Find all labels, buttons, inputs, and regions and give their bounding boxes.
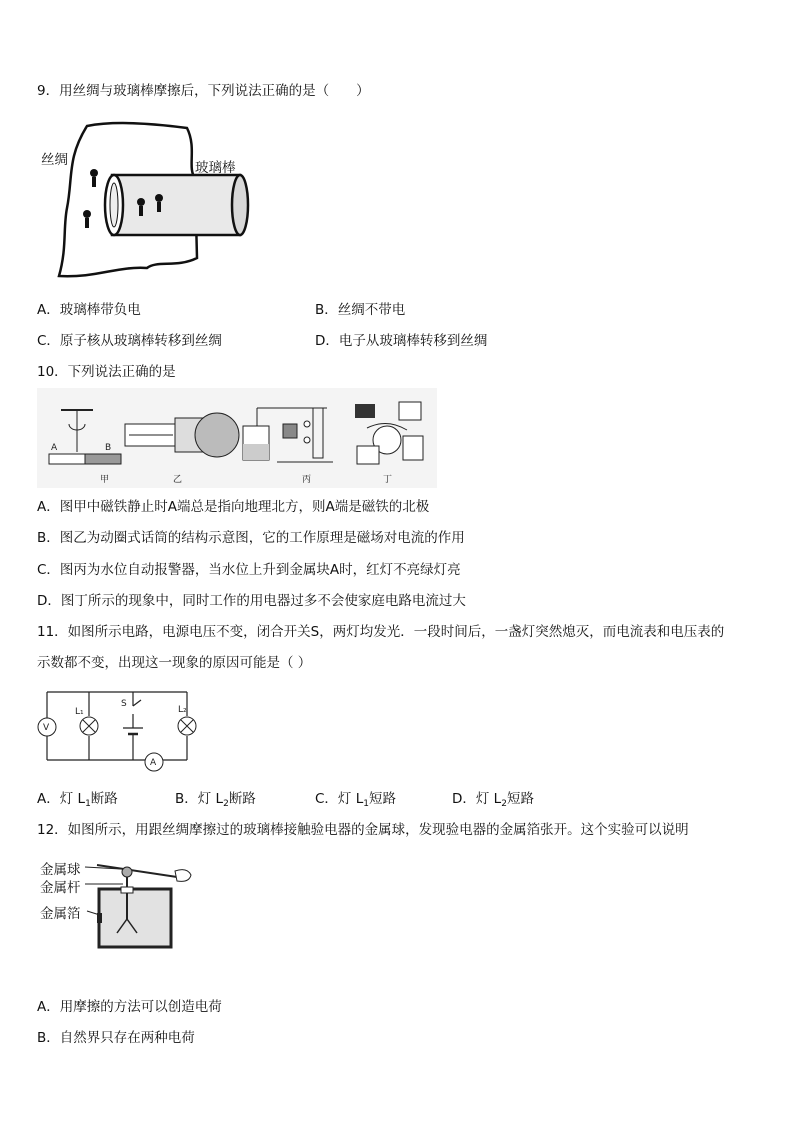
q11-stem-line1: 11．如图所示电路，电源电压不变，闭合开关S，两灯均发光．一段时间后，一盏灯突然熄灭，而电流表和电压表的	[37, 624, 725, 640]
q9-figure	[37, 118, 277, 283]
q11-option-d-sub: 2	[501, 799, 507, 809]
q11-option-c-pre: C．灯 L	[315, 791, 364, 807]
q11-option-d-pre: D．灯 L	[452, 791, 502, 807]
caption-bing: 丙	[302, 475, 312, 485]
label-b: B	[105, 443, 112, 453]
switch-label: S	[121, 699, 127, 709]
caption-ding: 丁	[383, 475, 393, 485]
q12-option-a: A．用摩擦的方法可以创造电荷	[37, 999, 222, 1015]
q11-option-a	[37, 790, 118, 813]
q10-figure	[37, 388, 437, 488]
q9-option-c: C．原子核从玻璃棒转移到丝绸	[37, 333, 222, 349]
q9-option-a: A．玻璃棒带负电	[37, 302, 141, 318]
q9-option-b: B．丝绸不带电	[315, 302, 406, 318]
label-a: A	[51, 443, 58, 453]
metal-ball-label: 金属球	[40, 862, 81, 878]
q11-option-d-post: 短路	[506, 791, 534, 807]
four-panel-diagram	[37, 388, 437, 488]
q10-option-a: A．图甲中磁铁静止时A端总是指向地理北方，则A端是磁铁的北极	[37, 499, 430, 515]
q12-option-b: B．自然界只存在两种电荷	[37, 1030, 195, 1046]
circuit-diagram	[37, 684, 197, 776]
q10-option-c: C．图丙为水位自动报警器，当水位上升到金属块A时，红灯不亮绿灯亮	[37, 562, 461, 578]
lamp1-label: L₁	[75, 707, 84, 717]
q11-option-a-post: 断路	[90, 791, 118, 807]
lamp2-label: L₂	[178, 705, 187, 715]
q12-stem: 12．如图所示，用跟丝绸摩擦过的玻璃棒接触验电器的金属球，发现验电器的金属箔张开。这个实验可以说明	[37, 822, 689, 838]
voltmeter-symbol: V	[43, 723, 50, 733]
metal-foil-label: 金属箔	[40, 906, 81, 922]
q11-option-a-sub: 1	[85, 799, 91, 809]
q11-option-b-sub: 2	[223, 799, 229, 809]
q11-circuit-figure	[37, 684, 197, 776]
silk-glass-rod-diagram	[37, 118, 277, 283]
q11-option-c	[315, 790, 396, 813]
metal-rod-label: 金属杆	[40, 880, 81, 896]
q11-option-d	[452, 790, 534, 813]
q11-option-a-pre: A．灯 L	[37, 791, 86, 807]
q10-option-d: D．图丁所示的现象中，同时工作的用电器过多不会使家庭电路电流过大	[37, 593, 466, 609]
glass-rod-label: 玻璃棒	[195, 160, 236, 176]
caption-jia: 甲	[100, 475, 110, 485]
q9-option-d: D．电子从玻璃棒转移到丝绸	[315, 333, 488, 349]
q12-electroscope-figure	[37, 855, 197, 955]
q11-option-c-sub: 1	[363, 799, 369, 809]
caption-yi: 乙	[173, 475, 183, 485]
q11-stem-line2: 示数都不变，出现这一现象的原因可能是（ ）	[37, 655, 312, 671]
ammeter-symbol: A	[150, 758, 157, 768]
q11-option-c-post: 短路	[368, 791, 396, 807]
q10-stem: 10．下列说法正确的是	[37, 364, 176, 380]
q11-option-b-post: 断路	[228, 791, 256, 807]
silk-label: 丝绸	[41, 152, 68, 168]
q10-option-b: B．图乙为动圈式话筒的结构示意图，它的工作原理是磁场对电流的作用	[37, 530, 465, 546]
q11-option-b	[175, 790, 256, 813]
q9-stem: 9．用丝绸与玻璃棒摩擦后，下列说法正确的是（ ）	[37, 83, 370, 99]
q11-option-b-pre: B．灯 L	[175, 791, 224, 807]
